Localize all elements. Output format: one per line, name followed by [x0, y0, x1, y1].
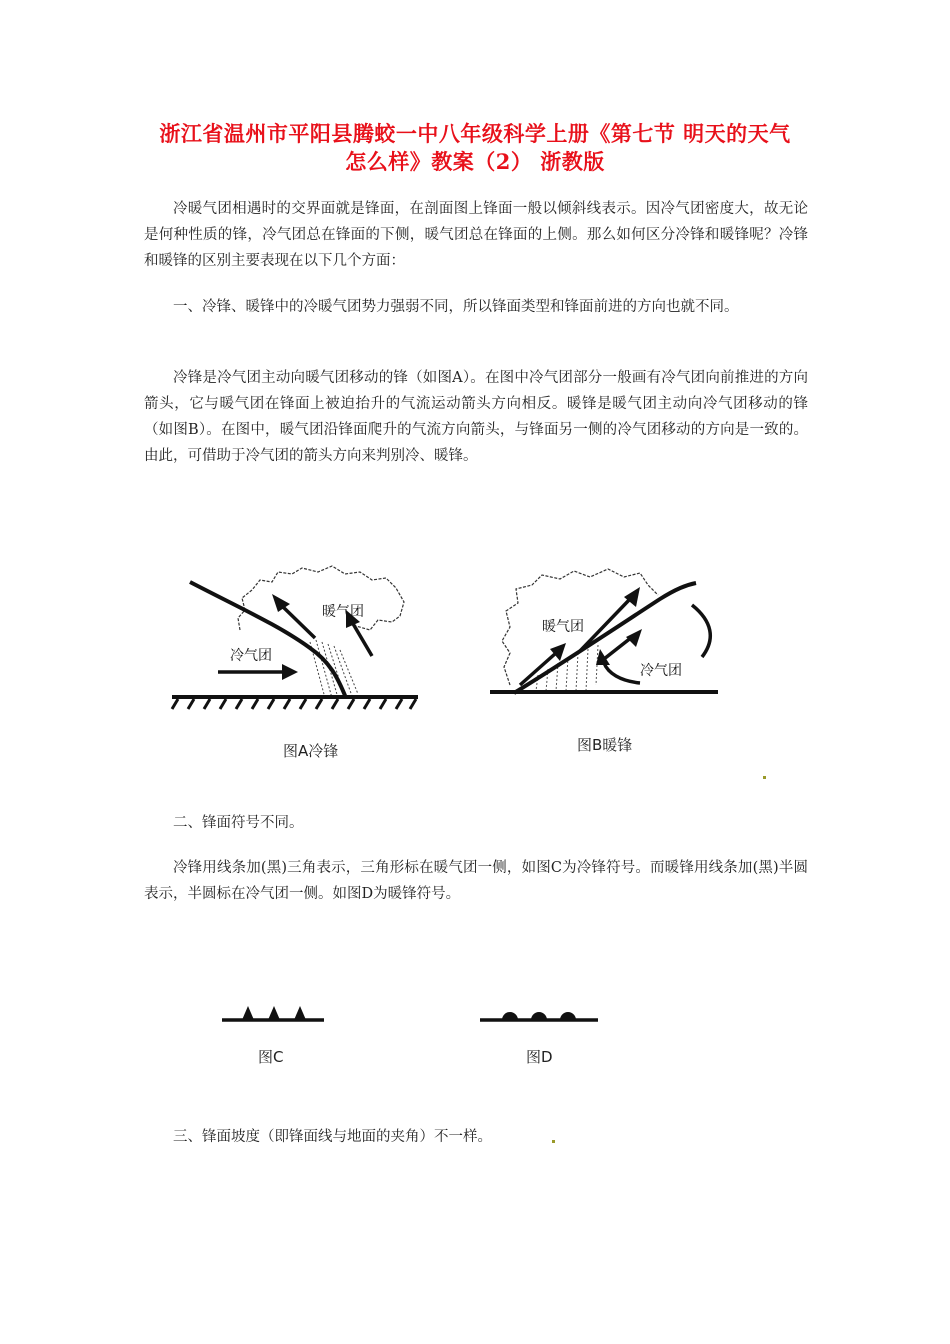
- figure-b-cold-label: 冷气团: [640, 663, 682, 679]
- figure-a-cold-label: 冷气团: [230, 648, 272, 664]
- figure-d-warm-front-symbol: [478, 1000, 600, 1026]
- figure-b-warm-label: 暖气团: [542, 619, 584, 635]
- title-line-2: 怎么样》教案（2） 浙教版: [345, 149, 605, 174]
- paragraph-section-1: 一、冷锋、暖锋中的冷暖气团势力强弱不同，所以锋面类型和锋面前进的方向也就不同。: [173, 299, 739, 315]
- figure-b-warm-front: [480, 555, 730, 715]
- document-title: [140, 120, 810, 176]
- paragraph-cold-warm-explain: 冷锋是冷气团主动向暖气团移动的锋（如图A）。在图中冷气团部分一般画有冷气团向前推进的方向箭头，它与暖气团在锋面上被迫抬升的气流运动箭头方向相反。暖锋是暖气团主动向冷气团移动的锋（如图B）。在图中，暖气团沿锋面爬升的气流方向箭头，与锋面另一侧的冷气团移动的方向是一致的。由此，可借助于冷气团的箭头方向来判别冷、暖锋。: [144, 370, 808, 464]
- stray-mark-2: [552, 1140, 555, 1143]
- paragraph-intro: 冷暖气团相遇时的交界面就是锋面，在剖面图上锋面一般以倾斜线表示。因冷气团密度大，故无论是何种性质的锋，冷气团总在锋面的下侧，暖气团总在锋面的上侧。那么如何区分冷锋和暖锋呢？冷锋和暖锋的区别主要表现在以下几个方面：: [144, 201, 808, 269]
- figure-b-caption: 图B暖锋: [577, 736, 633, 754]
- figure-a-cold-front: [160, 560, 430, 720]
- paragraph-symbols: 冷锋用线条加(黑)三角表示，三角形标在暖气团一侧，如图C为冷锋符号。而暖锋用线条加(黑)半圆表示，半圆标在冷气团一侧。如图D为暖锋符号。: [144, 860, 808, 902]
- paragraph-section-3: 三、锋面坡度（即锋面线与地面的夹角）不一样。: [173, 1129, 492, 1145]
- figure-a-warm-label: 暖气团: [322, 604, 364, 620]
- figure-a-caption: 图A冷锋: [283, 742, 339, 760]
- figure-c-cold-front-symbol: [220, 1000, 326, 1026]
- title-line-1: 浙江省温州市平阳县腾蛟一中八年级科学上册《第七节 明天的天气: [159, 121, 791, 146]
- paragraph-section-2: 二、锋面符号不同。: [173, 815, 304, 831]
- figure-c-caption: 图C: [258, 1048, 284, 1066]
- figure-d-caption: 图D: [526, 1048, 553, 1066]
- stray-mark: [763, 776, 766, 779]
